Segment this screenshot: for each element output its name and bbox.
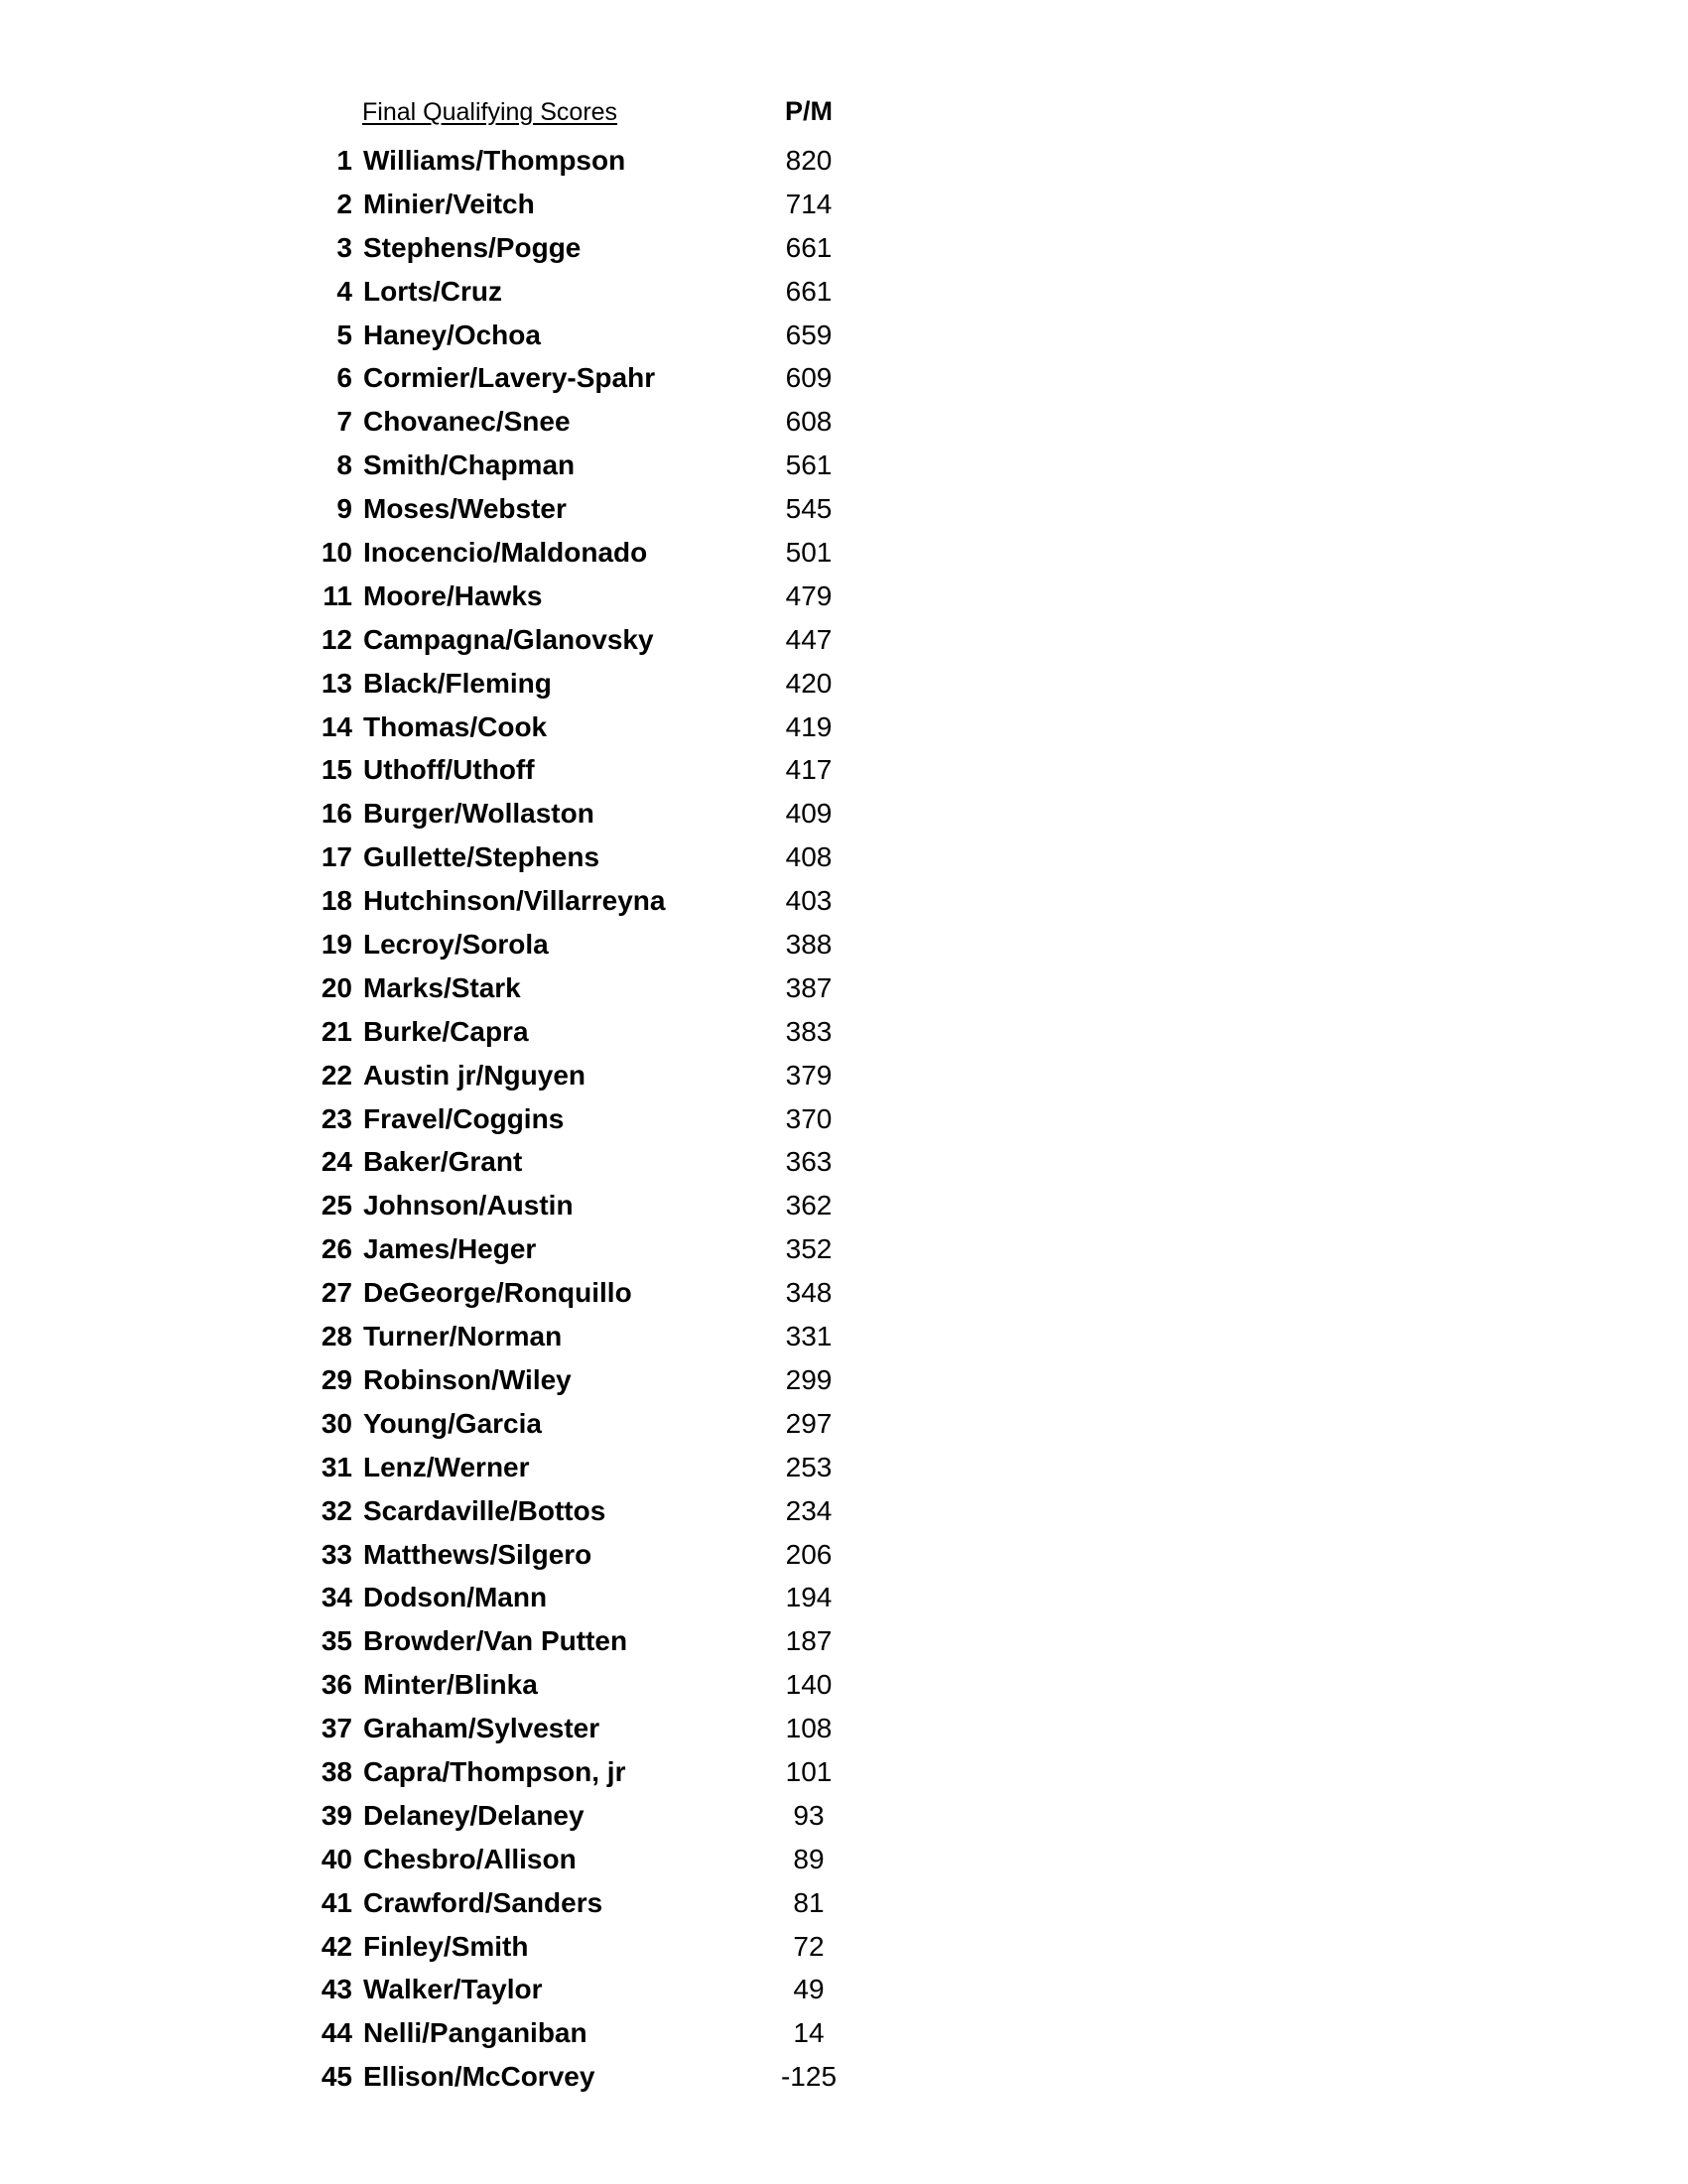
team-name: Browder/Van Putten bbox=[363, 1625, 628, 1657]
rank-number: 45 bbox=[321, 2061, 352, 2093]
team-name: Gullette/Stephens bbox=[363, 841, 600, 873]
team-name: Hutchinson/Villarreyna bbox=[363, 885, 666, 917]
team-name: Graham/Sylvester bbox=[363, 1713, 600, 1744]
rank-number: 12 bbox=[321, 623, 352, 655]
team-name: Chovanec/Snee bbox=[363, 406, 571, 438]
team-name: Campagna/Glanovsky bbox=[363, 623, 654, 655]
score-value: 194 bbox=[785, 1582, 833, 1613]
score-value: 379 bbox=[785, 1059, 833, 1091]
score-value: 608 bbox=[785, 406, 833, 438]
table-row bbox=[0, 1446, 992, 1489]
team-name: Moses/Webster bbox=[363, 493, 567, 525]
rank-number: 2 bbox=[336, 188, 352, 219]
table-row bbox=[0, 1227, 992, 1271]
table-row bbox=[0, 139, 992, 183]
table-row bbox=[0, 1489, 992, 1533]
rank-number: 37 bbox=[321, 1713, 352, 1744]
score-value: 299 bbox=[785, 1363, 833, 1395]
rank-number: 19 bbox=[321, 929, 352, 961]
score-value: 352 bbox=[785, 1233, 833, 1265]
team-name: Nelli/Panganiban bbox=[363, 2017, 587, 2049]
table-row bbox=[0, 1097, 992, 1141]
rank-number: 20 bbox=[321, 971, 352, 1003]
rank-number: 6 bbox=[336, 362, 352, 394]
rank-number: 43 bbox=[321, 1974, 352, 2005]
score-value: 501 bbox=[785, 537, 833, 569]
rank-number: 9 bbox=[336, 493, 352, 525]
score-value: 420 bbox=[785, 667, 833, 699]
rank-number: 1 bbox=[336, 145, 352, 176]
team-name: Black/Fleming bbox=[363, 667, 552, 699]
table-row bbox=[0, 400, 992, 444]
table-row bbox=[0, 270, 992, 314]
table-row bbox=[0, 1140, 992, 1184]
table-row bbox=[0, 966, 992, 1010]
team-name: Williams/Thompson bbox=[363, 145, 626, 176]
team-name: Lecroy/Sorola bbox=[363, 929, 549, 961]
rank-number: 39 bbox=[321, 1799, 352, 1831]
table-row bbox=[0, 531, 992, 575]
table-row bbox=[0, 575, 992, 618]
team-name: Uthoff/Uthoff bbox=[363, 754, 535, 786]
score-value: 234 bbox=[785, 1494, 833, 1526]
table-row bbox=[0, 835, 992, 879]
team-name: Turner/Norman bbox=[363, 1321, 563, 1352]
team-name: Cormier/Lavery-Spahr bbox=[363, 362, 656, 394]
team-name: Chesbro/Allison bbox=[363, 1843, 577, 1874]
rank-number: 42 bbox=[321, 1930, 352, 1962]
score-value: 609 bbox=[785, 362, 833, 394]
team-name: Stephens/Pogge bbox=[363, 231, 582, 263]
rank-number: 27 bbox=[321, 1277, 352, 1309]
rank-number: 8 bbox=[336, 450, 352, 481]
table-row bbox=[0, 1315, 992, 1358]
rank-number: 33 bbox=[321, 1538, 352, 1570]
table-row bbox=[0, 706, 992, 749]
score-value: 409 bbox=[785, 798, 833, 830]
score-value: 206 bbox=[785, 1538, 833, 1570]
team-name: James/Heger bbox=[363, 1233, 537, 1265]
team-name: Marks/Stark bbox=[363, 971, 521, 1003]
team-name: Thomas/Cook bbox=[363, 710, 548, 742]
rank-number: 16 bbox=[321, 798, 352, 830]
score-value: 417 bbox=[785, 754, 833, 786]
table-row bbox=[0, 1707, 992, 1750]
table-row bbox=[0, 183, 992, 226]
rank-number: 38 bbox=[321, 1755, 352, 1787]
team-name: Finley/Smith bbox=[363, 1930, 529, 1962]
score-value: 447 bbox=[785, 623, 833, 655]
rank-number: 21 bbox=[321, 1015, 352, 1047]
team-name: Delaney/Delaney bbox=[363, 1799, 584, 1831]
score-value: 388 bbox=[785, 929, 833, 961]
team-name: Minier/Veitch bbox=[363, 188, 535, 219]
team-name: Young/Garcia bbox=[363, 1407, 542, 1439]
score-value: 714 bbox=[785, 188, 833, 219]
score-value: 479 bbox=[785, 579, 833, 611]
score-value: 419 bbox=[785, 710, 833, 742]
score-value: 72 bbox=[793, 1930, 825, 1962]
table-row bbox=[0, 923, 992, 966]
rank-number: 14 bbox=[321, 710, 352, 742]
score-value: 187 bbox=[785, 1625, 833, 1657]
team-name: Haney/Ochoa bbox=[363, 319, 541, 350]
team-name: Inocencio/Maldonado bbox=[363, 537, 648, 569]
team-name: Burke/Capra bbox=[363, 1015, 529, 1047]
table-row bbox=[0, 2055, 992, 2099]
team-name: Lenz/Werner bbox=[363, 1451, 530, 1482]
rank-number: 10 bbox=[321, 537, 352, 569]
rank-number: 28 bbox=[321, 1321, 352, 1352]
table-row bbox=[0, 1576, 992, 1619]
rank-number: 7 bbox=[336, 406, 352, 438]
score-value: 101 bbox=[785, 1755, 833, 1787]
rank-number: 15 bbox=[321, 754, 352, 786]
score-value: 363 bbox=[785, 1146, 833, 1178]
rank-number: 18 bbox=[321, 885, 352, 917]
rank-number: 4 bbox=[336, 275, 352, 307]
score-value: 659 bbox=[785, 319, 833, 350]
score-value: 81 bbox=[793, 1886, 825, 1918]
rank-number: 36 bbox=[321, 1669, 352, 1701]
table-row bbox=[0, 314, 992, 357]
table-row bbox=[0, 1010, 992, 1054]
team-name: Scardaville/Bottos bbox=[363, 1494, 606, 1526]
table-row bbox=[0, 226, 992, 270]
rank-number: 44 bbox=[321, 2017, 352, 2049]
score-value: 89 bbox=[793, 1843, 825, 1874]
table-row bbox=[0, 356, 992, 400]
rank-number: 40 bbox=[321, 1843, 352, 1874]
score-value: 49 bbox=[793, 1974, 825, 2005]
table-row bbox=[0, 444, 992, 487]
table-row bbox=[0, 1619, 992, 1663]
rank-number: 13 bbox=[321, 667, 352, 699]
team-name: Moore/Hawks bbox=[363, 579, 543, 611]
rank-number: 23 bbox=[321, 1102, 352, 1134]
score-value: 661 bbox=[785, 275, 833, 307]
team-name: Matthews/Silgero bbox=[363, 1538, 592, 1570]
table-row bbox=[0, 618, 992, 662]
team-name: Ellison/McCorvey bbox=[363, 2061, 595, 2093]
rank-number: 24 bbox=[321, 1146, 352, 1178]
score-value: 297 bbox=[785, 1407, 833, 1439]
table-row bbox=[0, 1881, 992, 1925]
standings-list bbox=[0, 139, 992, 2099]
score-value: 362 bbox=[785, 1190, 833, 1221]
team-name: Fravel/Coggins bbox=[363, 1102, 565, 1134]
table-row bbox=[0, 1358, 992, 1402]
team-name: Robinson/Wiley bbox=[363, 1363, 572, 1395]
table-row bbox=[0, 748, 992, 792]
rank-number: 17 bbox=[321, 841, 352, 873]
score-value: 561 bbox=[785, 450, 833, 481]
rank-number: 5 bbox=[336, 319, 352, 350]
team-name: Minter/Blinka bbox=[363, 1669, 538, 1701]
team-name: Austin jr/Nguyen bbox=[363, 1059, 586, 1091]
rank-number: 30 bbox=[321, 1407, 352, 1439]
table-row bbox=[0, 1271, 992, 1315]
table-row bbox=[0, 1925, 992, 1969]
score-value: 387 bbox=[785, 971, 833, 1003]
table-row bbox=[0, 1533, 992, 1577]
score-value: 408 bbox=[785, 841, 833, 873]
team-name: Crawford/Sanders bbox=[363, 1886, 603, 1918]
score-value: -125 bbox=[780, 2061, 838, 2093]
score-value: 383 bbox=[785, 1015, 833, 1047]
rank-number: 41 bbox=[321, 1886, 352, 1918]
rank-number: 32 bbox=[321, 1494, 352, 1526]
rank-number: 26 bbox=[321, 1233, 352, 1265]
score-value: 331 bbox=[785, 1321, 833, 1352]
table-row bbox=[0, 1750, 992, 1794]
score-column-header: P/M bbox=[784, 96, 833, 126]
table-row bbox=[0, 1184, 992, 1227]
score-value: 93 bbox=[793, 1799, 825, 1831]
team-name: Burger/Wollaston bbox=[363, 798, 594, 830]
rank-number: 34 bbox=[321, 1582, 352, 1613]
table-row bbox=[0, 792, 992, 835]
table-row bbox=[0, 1838, 992, 1881]
table-row bbox=[0, 487, 992, 531]
team-name: Dodson/Mann bbox=[363, 1582, 548, 1613]
sheet-title: Final Qualifying Scores bbox=[362, 98, 618, 126]
team-name: Walker/Taylor bbox=[363, 1974, 543, 2005]
table-row bbox=[0, 662, 992, 706]
score-value: 14 bbox=[793, 2017, 825, 2049]
table-row bbox=[0, 1054, 992, 1097]
rank-number: 22 bbox=[321, 1059, 352, 1091]
table-row bbox=[0, 1968, 992, 2011]
team-name: Smith/Chapman bbox=[363, 450, 576, 481]
score-value: 661 bbox=[785, 231, 833, 263]
rank-number: 35 bbox=[321, 1625, 352, 1657]
table-row bbox=[0, 1663, 992, 1707]
table-row bbox=[0, 879, 992, 923]
score-value: 108 bbox=[785, 1713, 833, 1744]
rank-number: 29 bbox=[321, 1363, 352, 1395]
score-value: 545 bbox=[785, 493, 833, 525]
team-name: DeGeorge/Ronquillo bbox=[363, 1277, 632, 1309]
table-row bbox=[0, 2011, 992, 2055]
team-name: Lorts/Cruz bbox=[363, 275, 502, 307]
team-name: Baker/Grant bbox=[363, 1146, 523, 1178]
table-row bbox=[0, 1794, 992, 1838]
team-name: Capra/Thompson, jr bbox=[363, 1755, 626, 1787]
table-row bbox=[0, 1402, 992, 1446]
team-name: Johnson/Austin bbox=[363, 1190, 574, 1221]
rank-number: 25 bbox=[321, 1190, 352, 1221]
score-value: 348 bbox=[785, 1277, 833, 1309]
score-value: 140 bbox=[785, 1669, 833, 1701]
score-value: 403 bbox=[785, 885, 833, 917]
rank-number: 3 bbox=[336, 231, 352, 263]
rank-number: 11 bbox=[323, 579, 352, 611]
score-value: 820 bbox=[785, 145, 833, 176]
score-value: 253 bbox=[785, 1451, 833, 1482]
rank-number: 31 bbox=[321, 1451, 352, 1482]
score-value: 370 bbox=[785, 1102, 833, 1134]
